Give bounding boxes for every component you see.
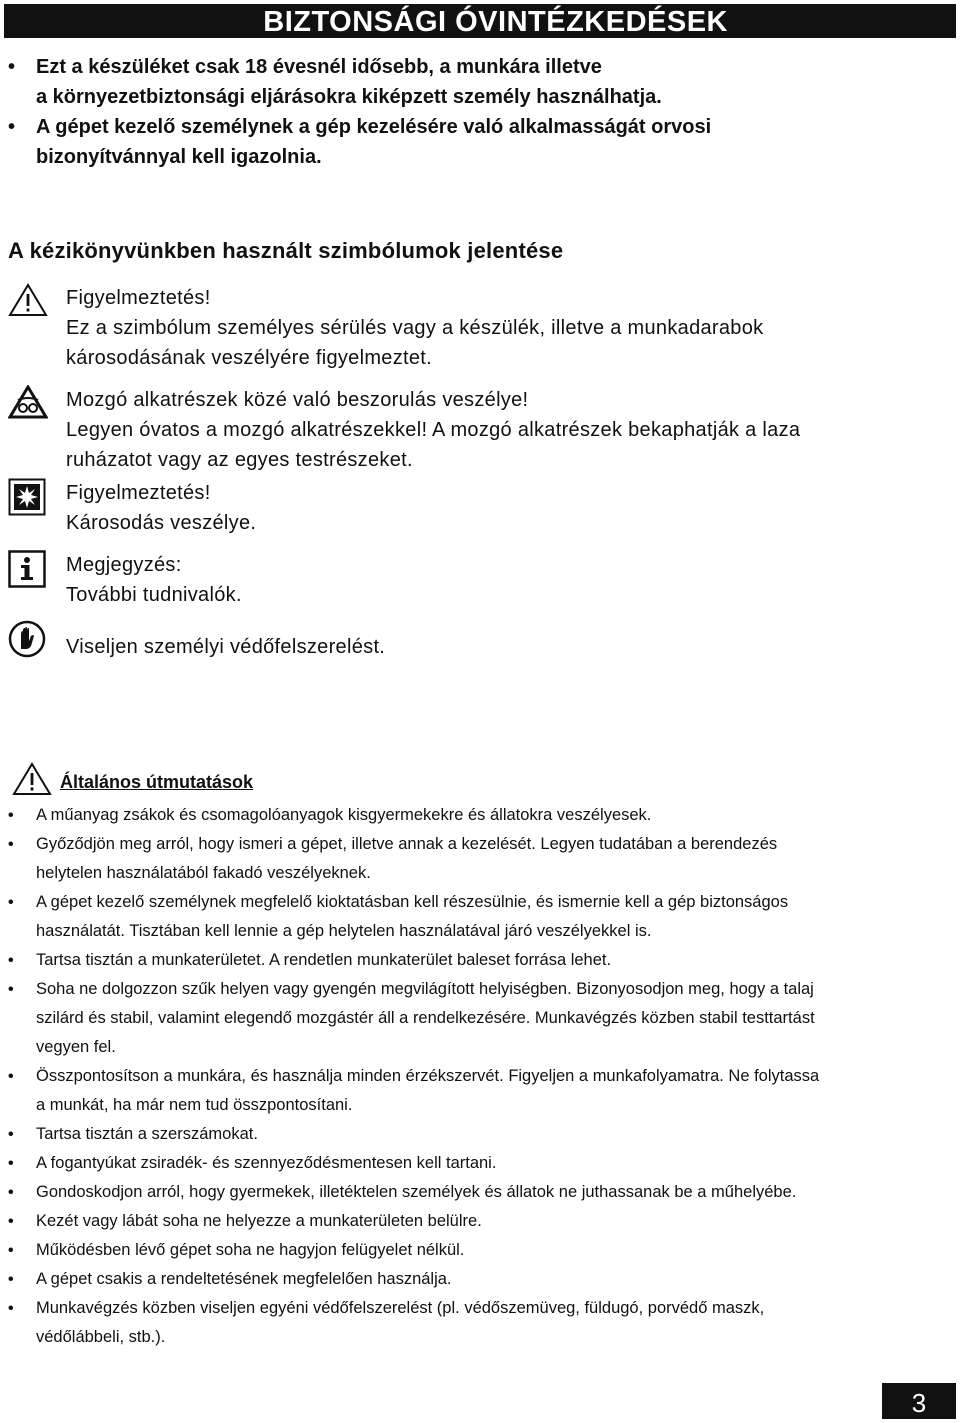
warning-triangle-icon xyxy=(12,762,52,802)
text-line: Munkavégzés közben viseljen egyéni védőfelszerelést (pl. védőszemüveg, füldugó, porvédő maszk, xyxy=(36,1299,765,1317)
text-line: Összpontosítson a munkára, és használja minden érzékszervét. Figyeljen a munkafolyamatra. Ne folytassa xyxy=(36,1067,820,1085)
page-title-bar xyxy=(4,4,956,38)
symbol-text-line: Megjegyzés: xyxy=(66,554,182,576)
bullet-icon: • xyxy=(8,1242,14,1259)
general-instructions-title: Általános útmutatások xyxy=(60,772,254,792)
text-line: A gépet kezelő személynek a gép kezelésére való alkalmasságát orvosi xyxy=(36,116,712,138)
list-item xyxy=(8,801,938,830)
list-item xyxy=(8,888,938,946)
symbol-entry-info xyxy=(8,550,948,610)
text-line: A műanyag zsákok és csomagolóanyagok kisgyermekekre és állatokra veszélyesek. xyxy=(36,806,652,824)
bullet-icon: • xyxy=(8,894,14,911)
text-line: Tartsa tisztán a munkaterületet. A rendetlen munkaterület baleset forrása lehet. xyxy=(36,951,612,969)
bullet-icon: • xyxy=(8,1300,14,1317)
text-line: a munkát, ha már nem tud összpontosítani. xyxy=(36,1096,353,1114)
page-title: BIZTONSÁGI ÓVINTÉZKEDÉSEK xyxy=(263,6,728,38)
general-instructions-list xyxy=(8,801,938,1352)
list-item xyxy=(8,830,938,888)
symbol-text-line: További tudnivalók. xyxy=(66,584,242,606)
symbol-entry-entanglement xyxy=(8,385,948,475)
bullet-icon: • xyxy=(8,56,16,78)
text-line: Ezt a készüléket csak 18 évesnél idősebb, a munkára illetve xyxy=(36,56,602,78)
bullet-icon: • xyxy=(8,952,14,969)
list-item xyxy=(8,52,908,112)
symbol-text-line: Figyelmeztetés! xyxy=(66,287,211,309)
symbol-entry-damage xyxy=(8,478,948,538)
page-number: 3 xyxy=(882,1383,956,1419)
text-line: Működésben lévő gépet soha ne hagyjon felügyelet nélkül. xyxy=(36,1241,465,1259)
list-item xyxy=(8,1265,938,1294)
list-item xyxy=(8,1236,938,1265)
text-line: a környezetbiztonsági eljárásokra kiképzett személy használhatja. xyxy=(36,86,662,108)
list-item xyxy=(8,1149,938,1178)
text-line: A gépet csakis a rendeltetésének megfelelően használja. xyxy=(36,1270,452,1288)
bullet-icon: • xyxy=(8,116,16,138)
symbol-entry-warning xyxy=(8,283,948,373)
list-item xyxy=(8,946,938,975)
list-item xyxy=(8,112,908,172)
text-line: A gépet kezelő személynek megfelelő kioktatásban kell részesülnie, és ismernie kell a gép biztonságos xyxy=(36,893,789,911)
list-item xyxy=(8,1062,938,1120)
text-line: használatát. Tisztában kell lennie a gép helytelen használatával járó veszélyekkel is. xyxy=(36,922,652,940)
symbol-text-line: károsodásának veszélyére figyelmeztet. xyxy=(66,347,433,369)
text-line: Kezét vagy lábát soha ne helyezze a munkaterületen belülre. xyxy=(36,1212,482,1230)
list-item xyxy=(8,975,938,1062)
text-line: Soha ne dolgozzon szűk helyen vagy gyengén megvilágított helyiségben. Bizonyosodjon meg, hogy a talaj xyxy=(36,980,814,998)
bullet-icon: • xyxy=(8,836,14,853)
text-line: Győződjön meg arról, hogy ismeri a gépet, illetve annak a kezelését. Legyen tudatában a berendezés xyxy=(36,835,778,853)
bullet-icon: • xyxy=(8,1271,14,1288)
bullet-icon: • xyxy=(8,1213,14,1230)
list-item xyxy=(8,1120,938,1149)
info-icon xyxy=(8,550,48,590)
symbol-text-line: Viseljen személyi védőfelszerelést. xyxy=(66,636,386,658)
intro-bullet-list xyxy=(8,52,908,172)
text-line: vegyen fel. xyxy=(36,1038,116,1056)
symbol-text-line: Mozgó alkatrészek közé való beszorulás veszélye! xyxy=(66,389,529,411)
symbol-text-line: ruházatot vagy az egyes testrészeket. xyxy=(66,449,413,471)
bullet-icon: • xyxy=(8,1155,14,1172)
bullet-icon: • xyxy=(8,981,14,998)
entanglement-hazard-icon xyxy=(8,385,48,425)
symbol-entry-protective-equipment xyxy=(8,632,948,662)
text-line: A fogantyúkat zsiradék- és szennyeződésmentesen kell tartani. xyxy=(36,1154,497,1172)
symbol-text-line: Ez a szimbólum személyes sérülés vagy a készülék, illetve a munkadarabok xyxy=(66,317,764,339)
text-line: helytelen használatából fakadó veszélyeknek. xyxy=(36,864,371,882)
symbol-text-line: Legyen óvatos a mozgó alkatrészekkel! A mozgó alkatrészek bekaphatják a laza xyxy=(66,419,801,441)
symbol-text-line: Károsodás veszélye. xyxy=(66,512,257,534)
symbol-text-line: Figyelmeztetés! xyxy=(66,482,211,504)
text-line: védőlábbeli, stb.). xyxy=(36,1328,166,1346)
text-line: bizonyítvánnyal kell igazolnia. xyxy=(36,146,322,168)
text-line: Tartsa tisztán a szerszámokat. xyxy=(36,1125,258,1143)
bullet-icon: • xyxy=(8,1068,14,1085)
list-item xyxy=(8,1178,938,1207)
warning-triangle-icon xyxy=(8,283,48,323)
bullet-icon: • xyxy=(8,1126,14,1143)
list-item xyxy=(8,1207,938,1236)
bullet-icon: • xyxy=(8,807,14,824)
text-line: szilárd és stabil, valamint elegendő mozgástér áll a rendelkezésére. Munkavégzés közben stabil testtartást xyxy=(36,1009,815,1027)
protective-gloves-icon xyxy=(8,620,48,660)
bullet-icon: • xyxy=(8,1184,14,1201)
damage-hazard-icon xyxy=(8,478,48,518)
list-item xyxy=(8,1294,938,1352)
text-line: Gondoskodjon arról, hogy gyermekek, illetéktelen személyek és állatok ne juthassanak be a műhelyébe. xyxy=(36,1183,797,1201)
symbols-section-title: A kézikönyvünkben használt szimbólumok jelentése xyxy=(8,238,564,263)
